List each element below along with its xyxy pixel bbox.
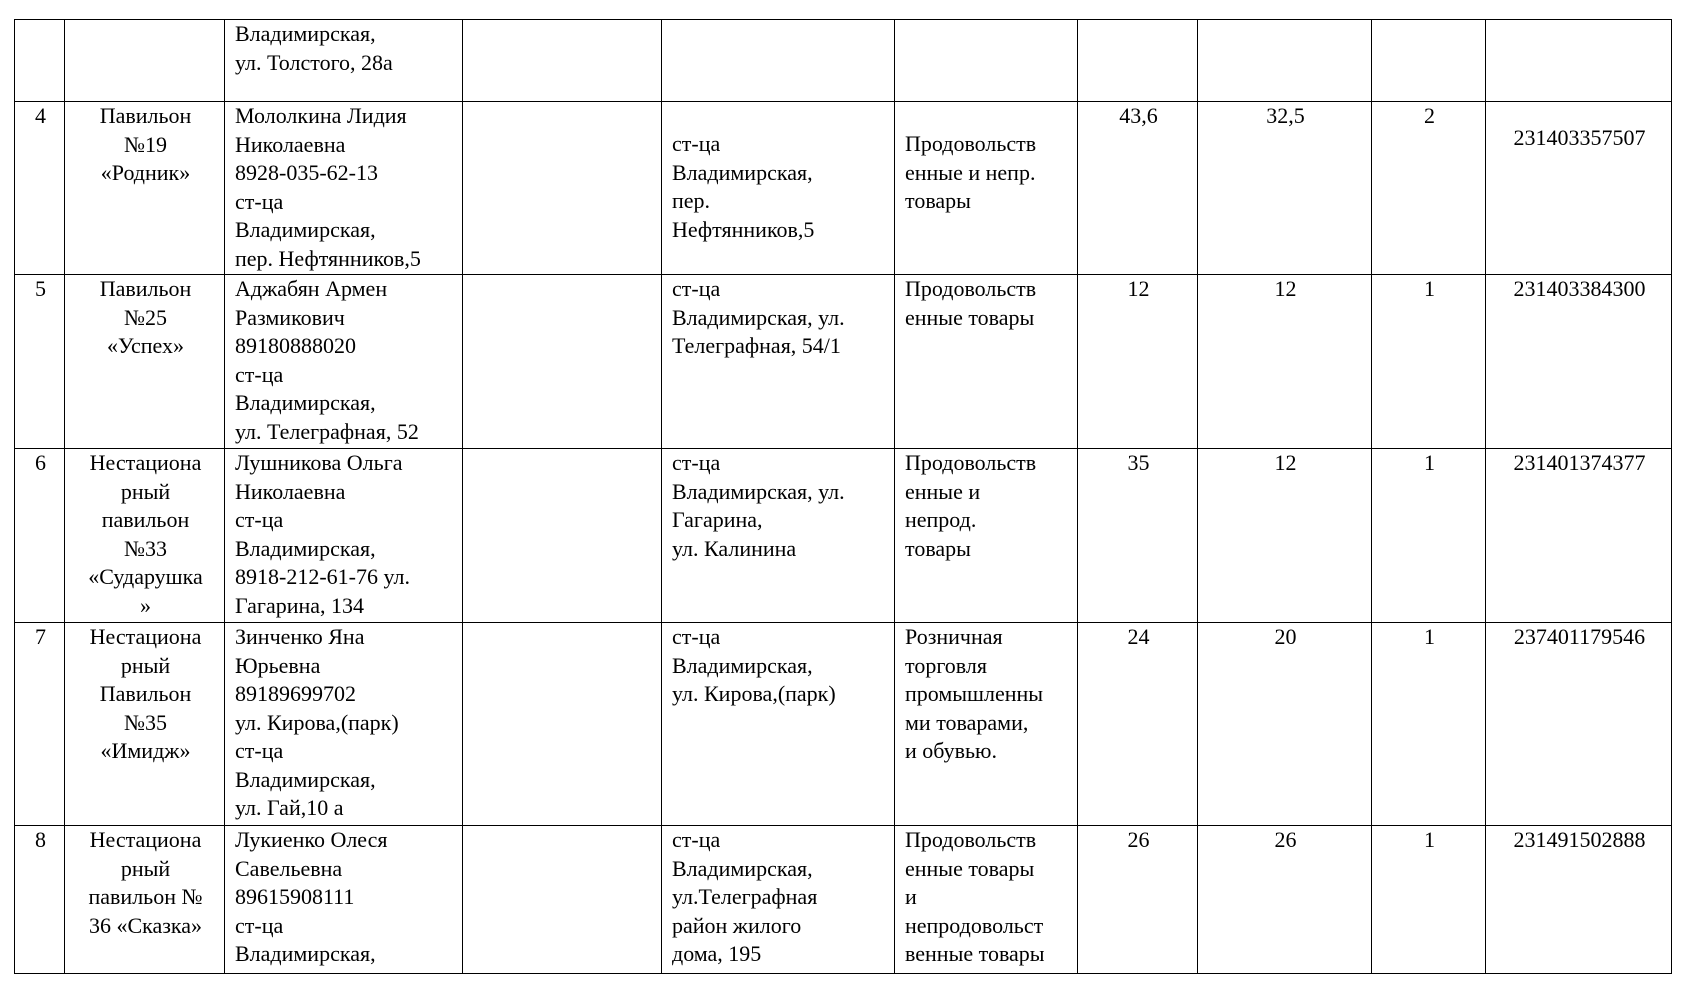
table-row	[15, 275, 1672, 449]
cell-area-total: 26	[1078, 826, 1198, 974]
cell-name: Павильон №25 «Успех»	[65, 275, 225, 449]
cell-no: 6	[15, 449, 65, 623]
cell-goods: Продовольств енные и непрод. товары	[895, 449, 1078, 623]
cell-count: 1	[1372, 275, 1486, 449]
table-row	[15, 623, 1672, 826]
cell-count	[1372, 20, 1486, 102]
cell-address: ст-ца Владимирская, ул. Гагарина, ул. Калинина	[662, 449, 895, 623]
cell-area-total	[1078, 20, 1198, 102]
cell-address: ст-ца Владимирская, ул.Телеграфная район жилого дома, 195	[662, 826, 895, 974]
registry-table	[14, 19, 1672, 974]
cell-goods	[895, 20, 1078, 102]
cell-owner: Владимирская, ул. Толстого, 28а	[225, 20, 463, 102]
cell-owner: Аджабян Армен Размикович 89180888020 ст-ца Владимирская, ул. Телеграфная, 52	[225, 275, 463, 449]
cell-blank	[463, 623, 662, 826]
cell-name: Павильон №19 «Родник»	[65, 102, 225, 275]
cell-inn: 237401179546	[1486, 623, 1672, 826]
cell-owner: Мололкина Лидия Николаевна 8928-035-62-13 ст-ца Владимирская, пер. Нефтянников,5	[225, 102, 463, 275]
cell-inn: 231401374377	[1486, 449, 1672, 623]
cell-count: 1	[1372, 623, 1486, 826]
cell-count: 1	[1372, 449, 1486, 623]
cell-blank	[463, 102, 662, 275]
cell-area-trade	[1198, 20, 1372, 102]
cell-owner: Лукиенко Олеся Савельевна 89615908111 ст-ца Владимирская,	[225, 826, 463, 974]
cell-area-trade: 26	[1198, 826, 1372, 974]
cell-goods: Продовольств енные товары	[895, 275, 1078, 449]
table-row	[15, 20, 1672, 102]
cell-address	[662, 20, 895, 102]
cell-count: 1	[1372, 826, 1486, 974]
cell-name: Нестациона рный Павильон №35 «Имидж»	[65, 623, 225, 826]
cell-name	[65, 20, 225, 102]
cell-inn: 231403357507	[1486, 102, 1672, 275]
cell-name: Нестациона рный павильон № 36 «Сказка»	[65, 826, 225, 974]
cell-area-total: 35	[1078, 449, 1198, 623]
cell-count: 2	[1372, 102, 1486, 275]
cell-address: ст-ца Владимирская, ул. Телеграфная, 54/1	[662, 275, 895, 449]
cell-no: 4	[15, 102, 65, 275]
cell-area-trade: 32,5	[1198, 102, 1372, 275]
cell-area-total: 43,6	[1078, 102, 1198, 275]
cell-inn	[1486, 20, 1672, 102]
cell-area-total: 24	[1078, 623, 1198, 826]
cell-blank	[463, 826, 662, 974]
cell-inn: 231403384300	[1486, 275, 1672, 449]
cell-goods: Продовольств енные товары и непродовольст венные товары	[895, 826, 1078, 974]
cell-area-total: 12	[1078, 275, 1198, 449]
cell-blank	[463, 449, 662, 623]
cell-goods: Розничная торговля промышленны ми товарами, и обувью.	[895, 623, 1078, 826]
cell-area-trade: 20	[1198, 623, 1372, 826]
cell-owner: Зинченко Яна Юрьевна 89189699702 ул. Кирова,(парк) ст-ца Владимирская, ул. Гай,10 а	[225, 623, 463, 826]
cell-area-trade: 12	[1198, 275, 1372, 449]
cell-goods: Продовольств енные и непр. товары	[895, 102, 1078, 275]
cell-no: 7	[15, 623, 65, 826]
cell-inn: 231491502888	[1486, 826, 1672, 974]
table-row	[15, 449, 1672, 623]
table-row	[15, 826, 1672, 974]
cell-area-trade: 12	[1198, 449, 1372, 623]
cell-owner: Лушникова Ольга Николаевна ст-ца Владимирская, 8918-212-61-76 ул. Гагарина, 134	[225, 449, 463, 623]
cell-no	[15, 20, 65, 102]
table-row	[15, 102, 1672, 275]
cell-blank	[463, 275, 662, 449]
cell-no: 5	[15, 275, 65, 449]
cell-address: ст-ца Владимирская, пер. Нефтянников,5	[662, 102, 895, 275]
cell-name: Нестациона рный павильон №33 «Сударушка »	[65, 449, 225, 623]
cell-blank	[463, 20, 662, 102]
cell-address: ст-ца Владимирская, ул. Кирова,(парк)	[662, 623, 895, 826]
cell-no: 8	[15, 826, 65, 974]
